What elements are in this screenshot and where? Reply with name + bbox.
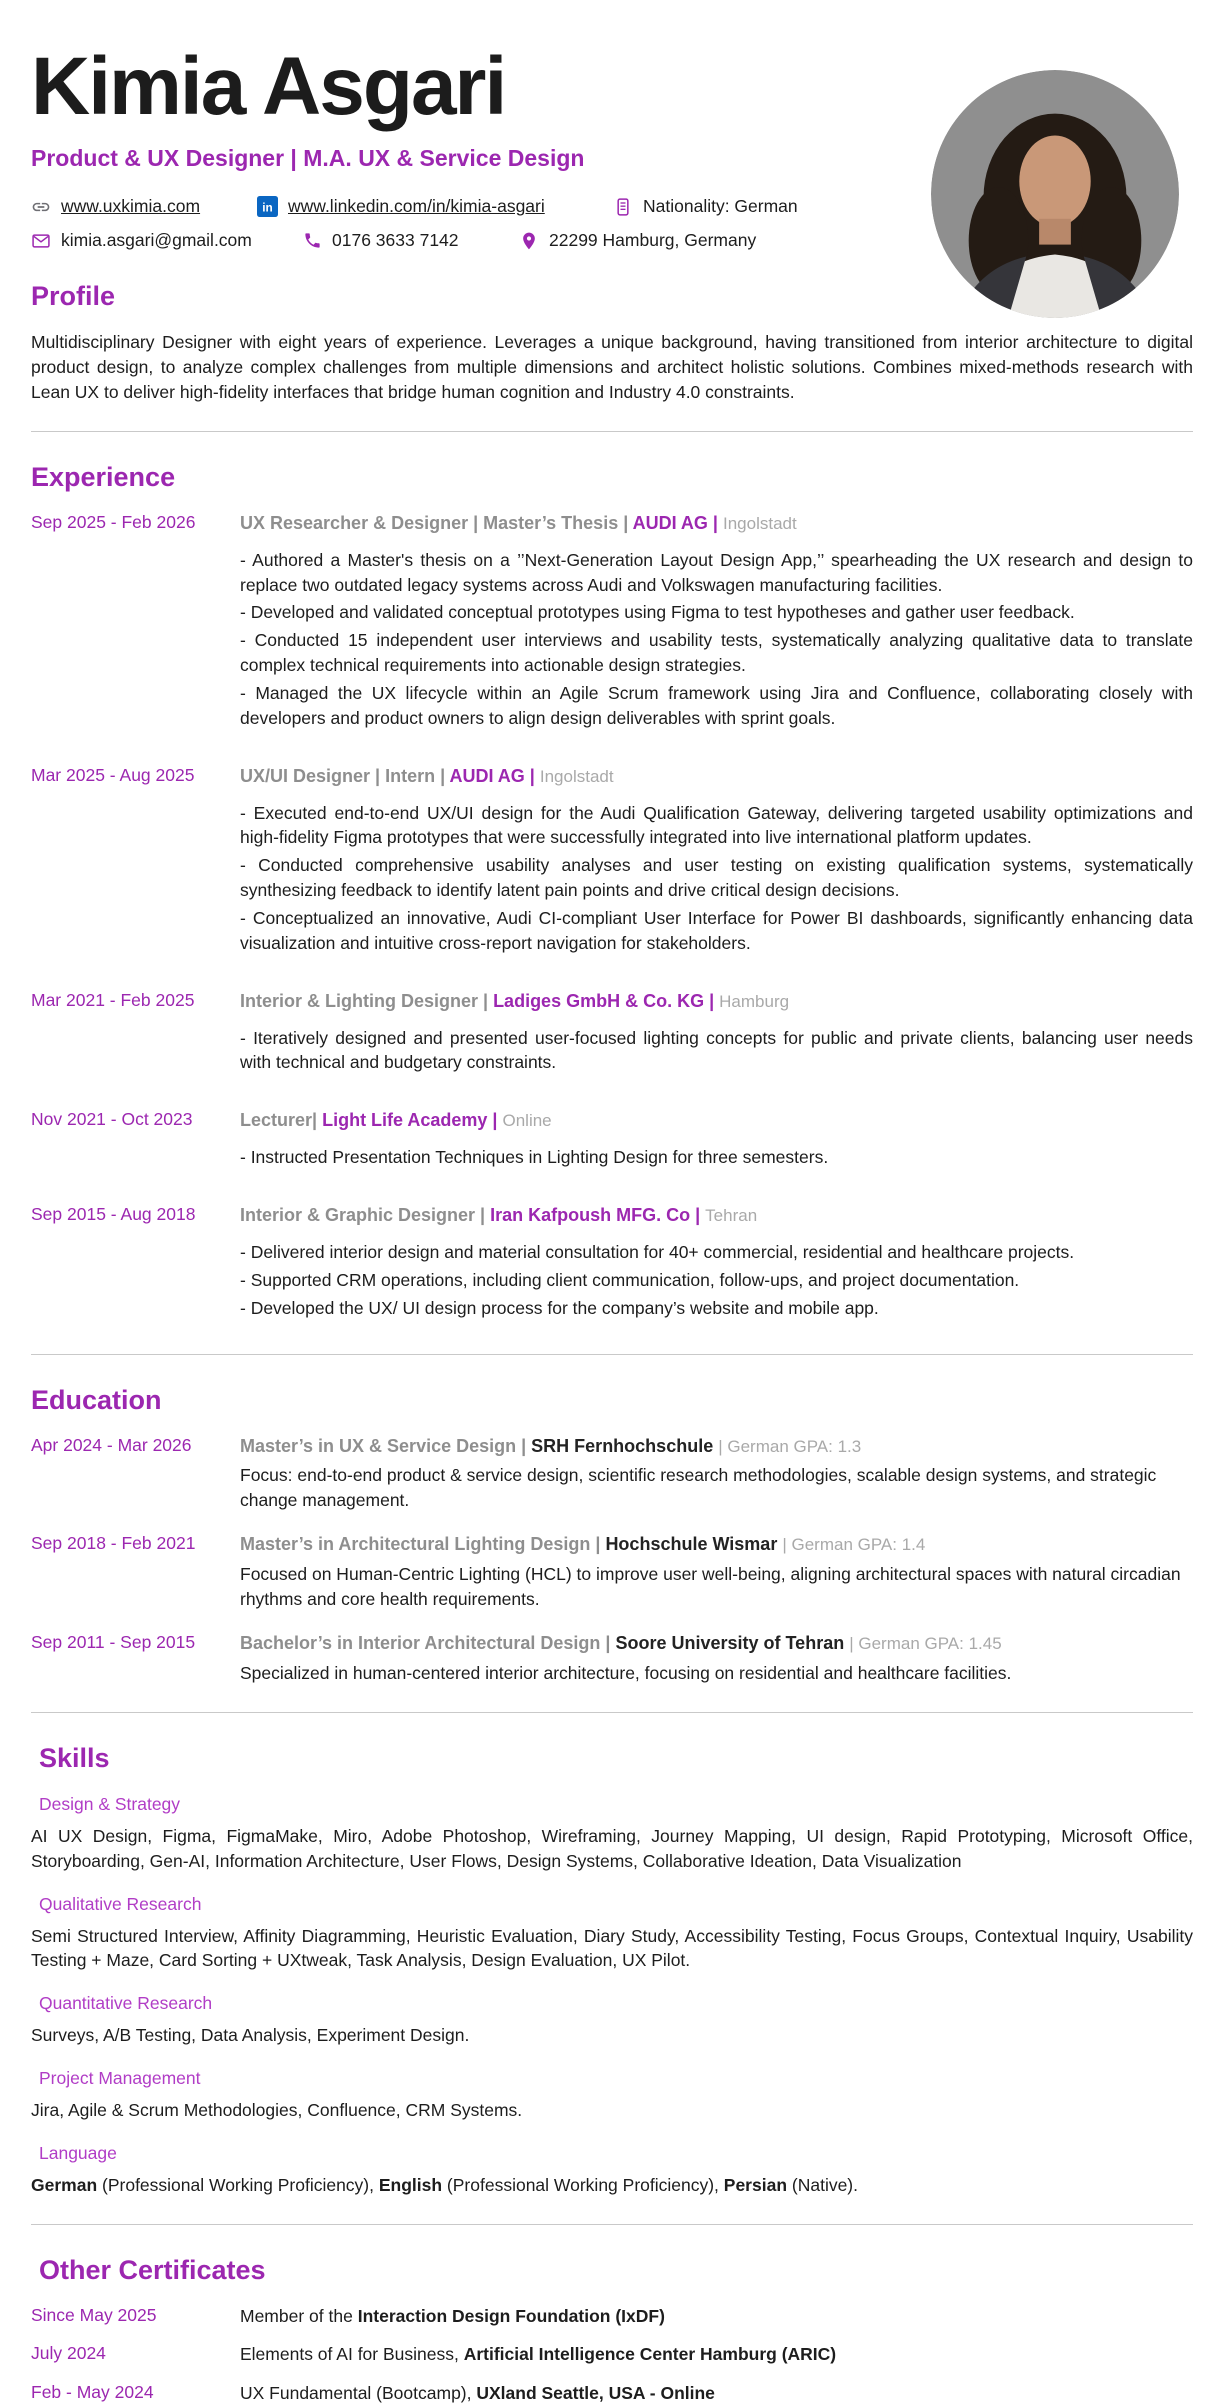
experience-entry (31, 989, 1193, 1079)
entry-bullets (240, 1026, 1193, 1076)
entry-dates: Mar 2021 - Feb 2025 (31, 989, 195, 1010)
entry-title (240, 1631, 1193, 1656)
svg-text:in: in (262, 200, 273, 215)
entry-bullets (240, 1145, 1193, 1170)
certificate-row (31, 2381, 1193, 2405)
entry-bullets (240, 801, 1193, 956)
language-proficiency: (Native). (787, 2174, 858, 2195)
entry-location: Hamburg (719, 991, 790, 1011)
certificate-text (240, 2342, 1193, 2367)
education-description: Specialized in human-centered interior architecture, focusing on residential and healthcare facilities. (240, 1663, 1012, 1684)
certificate-date: Feb - May 2024 (31, 2381, 154, 2402)
certificate-org: Artificial Intelligence Center Hamburg (ARIC) (463, 2344, 837, 2365)
certificate-prefix: UX Fundamental (Bootcamp), (240, 2382, 477, 2403)
phone-text: 0176 3633 7142 (332, 230, 459, 251)
entry-dates: Sep 2015 - Aug 2018 (31, 1204, 196, 1225)
entry-body (240, 1203, 1193, 1323)
entry-role: Interior & Graphic Designer | (240, 1205, 486, 1226)
education-entry (31, 1532, 1193, 1611)
person-name: Kimia Asgari (31, 41, 506, 132)
experience-entry (31, 1203, 1193, 1323)
skill-category-label: Design & Strategy (39, 1793, 181, 1814)
entry-location: Tehran (705, 1206, 758, 1226)
gpa-text: | German GPA: 1.45 (849, 1634, 1002, 1654)
entry-title (240, 989, 1193, 1014)
school-name: SRH Fernhochschule (531, 1435, 714, 1456)
entry-body (240, 1532, 1193, 1611)
job-title-subtitle: Product & UX Designer | M.A. UX & Service Design (31, 145, 585, 172)
id-card-icon (613, 197, 633, 217)
entry-company: AUDI AG | (449, 765, 535, 786)
entry-location: Ingolstadt (722, 513, 797, 533)
skill-category-label: Language (39, 2142, 117, 2163)
entry-body (240, 989, 1193, 1079)
bullet: - Instructed Presentation Techniques in Lighting Design for three semesters. (240, 1147, 829, 1168)
degree-name: Bachelor’s in Interior Architectural Design | (240, 1633, 611, 1654)
bullet: - Managed the UX lifecycle within an Agile Scrum framework using Jira and Confluence, collaborating closely with developers and product owners to align design deliverables with sprint goals. (240, 682, 1193, 728)
experience-entry (31, 511, 1193, 734)
school-name: Soore University of Tehran (615, 1633, 845, 1654)
section-divider (31, 431, 1193, 432)
certificate-date: July 2024 (31, 2343, 106, 2364)
education-heading: Education (31, 1384, 162, 1415)
phone-icon (303, 231, 322, 250)
language-name: Persian (723, 2174, 788, 2195)
mail-icon (31, 231, 51, 251)
bullet: - Executed end-to-end UX/UI design for the Audi Qualification Gateway, delivering targeted usability optimizations and high-fidelity Figma prototypes that were successfully integrated into live international platform updates. (240, 802, 1193, 848)
skill-category-label: Project Management (39, 2068, 201, 2089)
language-list (31, 2173, 1193, 2198)
certificate-text (240, 2381, 1193, 2405)
entry-title (240, 511, 1193, 536)
certificates-heading: Other Certificates (39, 2254, 266, 2285)
experience-section (31, 462, 1193, 1324)
certificate-text (240, 2304, 1193, 2329)
linkedin-icon (257, 196, 278, 217)
section-divider (31, 1712, 1193, 1713)
language-proficiency: (Professional Working Proficiency), (442, 2174, 724, 2195)
phone-item (303, 230, 519, 251)
certificate-prefix: Elements of AI for Business, (240, 2344, 464, 2365)
entry-role: Interior & Lighting Designer | (240, 990, 489, 1011)
skill-category-label: Qualitative Research (39, 1893, 202, 1914)
skill-list: Surveys, A/B Testing, Data Analysis, Experiment Design. (31, 2025, 470, 2046)
entry-body (240, 1631, 1193, 1685)
language-name: English (378, 2174, 443, 2195)
entry-company: Iran Kafpoush MFG. Co | (490, 1205, 701, 1226)
entry-dates: Mar 2025 - Aug 2025 (31, 764, 195, 785)
linkedin-item (257, 196, 613, 217)
entry-role: UX Researcher & Designer | Master’s Thesis | (240, 512, 629, 533)
email-text: kimia.asgari@gmail.com (61, 230, 252, 251)
website-item (31, 196, 257, 217)
entry-company: Ladiges GmbH & Co. KG | (493, 990, 715, 1011)
education-description: Focused on Human-Centric Lighting (HCL) to improve user well-being, aligning architectural spaces with natural circadian rhythms and core health requirements. (240, 1564, 1181, 1609)
entry-dates: Sep 2011 - Sep 2015 (31, 1632, 196, 1653)
gpa-text: | German GPA: 1.4 (782, 1535, 926, 1555)
skill-group (31, 1894, 1193, 1974)
section-divider (31, 2224, 1193, 2225)
profile-text: Multidisciplinary Designer with eight years of experience. Leverages a unique background, having transitioned from interior architecture to digital product design, to analyze complex challenges from multiple dimensions and architect holistic solutions. Combines mixed-methods research with Lean UX to deliver high-fidelity interfaces that bridge human cognition and Industry 4.0 constraints. (31, 332, 1193, 402)
bullet: - Developed and validated conceptual prototypes using Figma to test hypotheses and gather user feedback. (240, 602, 1075, 623)
entry-body (240, 1434, 1193, 1513)
skill-list: AI UX Design, Figma, FigmaMake, Miro, Adobe Photoshop, Wireframing, Journey Mapping, UI design, Rapid Prototyping, Microsoft Office, Storyboarding, Gen-AI, Information Architecture, User Flows, Design Systems, Collaborative Ideation, Data Visualization (31, 1825, 1193, 1871)
bullet: - Conducted comprehensive usability analyses and user testing on existing qualification systems, systematically synthesizing feedback to identify latent pain points and drive critical design decisions. (240, 855, 1193, 901)
education-entry (31, 1434, 1193, 1513)
entry-body (240, 1108, 1193, 1173)
bullet: - Conducted 15 independent user interviews and usability tests, systematically analyzing qualitative data to translate complex technical requirements into actionable design strategies. (240, 630, 1193, 676)
experience-entry (31, 1108, 1193, 1173)
bullet: - Developed the UX/ UI design process for the company’s website and mobile app. (240, 1297, 879, 1318)
certificate-org: UXland Seattle, USA - Online (476, 2382, 715, 2403)
certificate-date: Since May 2025 (31, 2304, 157, 2325)
bullet: - Delivered interior design and material consultation for 40+ commercial, residential and healthcare projects. (240, 1241, 1075, 1262)
skills-section (31, 1743, 1193, 2198)
email-item (31, 230, 303, 251)
entry-dates: Nov 2021 - Oct 2023 (31, 1109, 193, 1130)
entry-role: Lecturer| (240, 1110, 318, 1131)
skill-list: Semi Structured Interview, Affinity Diagramming, Heuristic Evaluation, Diary Study, Accessibility Testing, Focus Groups, Contextual Inquiry, Usability Testing + Maze, Card Sorting + UXtweak, Task Analysis, Design Evaluation, UX Pilot. (31, 1925, 1193, 1971)
linkedin-link[interactable]: www.linkedin.com/in/kimia-asgari (288, 196, 545, 217)
language-group (31, 2143, 1193, 2198)
language-name: German (31, 2174, 98, 2195)
entry-dates: Apr 2024 - Mar 2026 (31, 1434, 192, 1455)
location-text: 22299 Hamburg, Germany (549, 230, 757, 251)
certificate-row (31, 2342, 1193, 2367)
profile-heading: Profile (31, 281, 116, 312)
entry-title (240, 1434, 1193, 1459)
entry-title (240, 1203, 1193, 1228)
experience-entry (31, 764, 1193, 959)
website-link[interactable]: www.uxkimia.com (61, 196, 201, 217)
nationality-item (613, 196, 798, 217)
profile-photo (931, 70, 1179, 318)
link-icon (31, 197, 51, 217)
entry-company: Light Life Academy | (322, 1110, 498, 1131)
entry-location: Ingolstadt (539, 766, 614, 786)
section-divider (31, 1354, 1193, 1355)
skill-group (31, 2068, 1193, 2123)
entry-bullets (240, 1240, 1193, 1321)
entry-body (240, 764, 1193, 959)
nationality-text: Nationality: German (643, 196, 798, 217)
degree-name: Master’s in UX & Service Design | (240, 1435, 527, 1456)
certificate-prefix: Member of the (240, 2305, 358, 2326)
education-entry (31, 1631, 1193, 1685)
entry-title (240, 1108, 1193, 1133)
entry-location: Online (502, 1111, 552, 1131)
skill-list: Jira, Agile & Scrum Methodologies, Confluence, CRM Systems. (31, 2100, 523, 2121)
language-proficiency: (Professional Working Proficiency), (97, 2174, 379, 2195)
skill-group (31, 1993, 1193, 2048)
entry-bullets (240, 548, 1193, 731)
bullet: - Supported CRM operations, including client communication, follow-ups, and project documentation. (240, 1269, 1020, 1290)
gpa-text: | German GPA: 1.3 (718, 1436, 862, 1456)
certificates-section (31, 2255, 1193, 2405)
entry-body (240, 511, 1193, 734)
location-pin-icon (519, 231, 539, 251)
header (31, 0, 1193, 251)
experience-heading: Experience (31, 461, 176, 492)
entry-title (240, 764, 1193, 789)
education-section (31, 1385, 1193, 1686)
education-description: Focus: end-to-end product & service design, scientific research methodologies, scalable design systems, and strategic change management. (240, 1465, 1157, 1510)
school-name: Hochschule Wismar (605, 1534, 778, 1555)
entry-title (240, 1532, 1193, 1557)
bullet: - Authored a Master's thesis on a ’’Next-Generation Layout Design App,’’ spearheading the UX research and design to replace two outdated legacy systems across Audi and Volkswagen manufacturing facilities. (240, 549, 1193, 595)
certificate-row (31, 2304, 1193, 2329)
skills-heading: Skills (39, 1742, 110, 1773)
degree-name: Master’s in Architectural Lighting Design | (240, 1534, 601, 1555)
entry-company: AUDI AG | (632, 512, 718, 533)
certificate-org: Interaction Design Foundation (IxDF) (357, 2305, 665, 2326)
entry-role: UX/UI Designer | Intern | (240, 765, 446, 786)
skill-category-label: Quantitative Research (39, 1993, 213, 2014)
location-item (519, 230, 756, 251)
entry-dates: Sep 2025 - Feb 2026 (31, 511, 196, 532)
skill-group (31, 1794, 1193, 1874)
bullet: - Iteratively designed and presented user-focused lighting concepts for public and private clients, balancing user needs with technical and budgetary constraints. (240, 1027, 1193, 1073)
entry-dates: Sep 2018 - Feb 2021 (31, 1533, 196, 1554)
bullet: - Conceptualized an innovative, Audi CI-compliant User Interface for Power BI dashboards, significantly enhancing data visualization and intuitive cross-report navigation for stakeholders. (240, 907, 1193, 953)
